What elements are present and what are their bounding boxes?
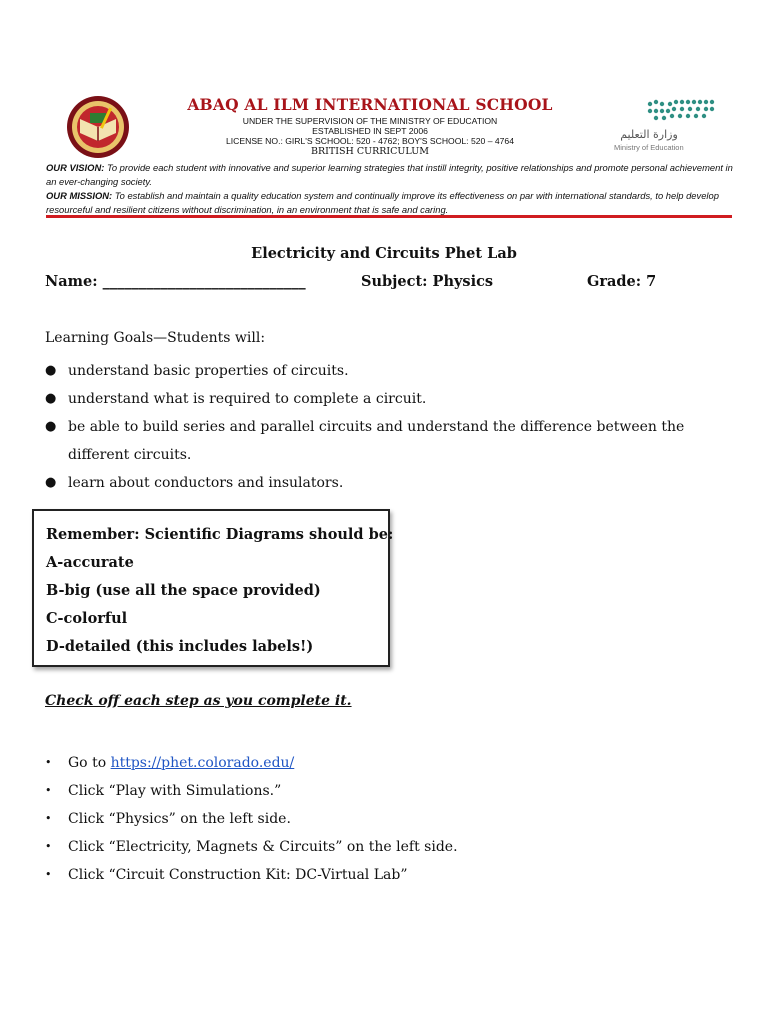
reminder-item: B-big (use all the space provided) (46, 582, 321, 599)
step-text: Click “Play with Simulations.” (68, 783, 282, 799)
goal-text: understand basic properties of circuits. (68, 363, 349, 379)
bullet-icon: ● (45, 419, 57, 434)
lab-title: Electricity and Circuits Phet Lab (251, 245, 517, 262)
bullet-icon: • (45, 840, 52, 853)
list-item (45, 385, 725, 413)
mission-text: To establish and maintain a quality education system and continually improve its effectiveness on par with international standards, to help develop resourceful and resilient citizens without discrimination, in an environment that is safe and caring. (46, 190, 719, 215)
grade-label: Grade: 7 (587, 273, 657, 290)
established-line: ESTABLISHED IN SEPT 2006 (312, 126, 428, 136)
diagram-reminder-box (32, 509, 394, 667)
name-field[interactable]: Name: ____________________________ (45, 273, 306, 290)
goal-text: learn about conductors and insulators. (68, 475, 344, 491)
bullet-icon: ● (45, 475, 57, 490)
steps-list (45, 749, 725, 889)
vision-label: OUR VISION: (46, 162, 105, 173)
reminder-item: A-accurate (46, 554, 134, 571)
reminder-item: C-colorful (46, 610, 128, 627)
ministry-english-name: Ministry of Education (614, 143, 684, 152)
list-item (45, 833, 725, 861)
steps-heading: Check off each step as you complete it. (45, 693, 352, 709)
bullet-icon: ● (45, 363, 57, 378)
bullet-icon: • (45, 812, 52, 825)
ministry-arabic-name: وزارة التعليم (620, 128, 678, 141)
bullet-icon: • (45, 756, 52, 769)
school-name: ABAQ AL ILM INTERNATIONAL SCHOOL (187, 95, 553, 114)
list-item (45, 749, 725, 777)
school-crest-logo (66, 95, 130, 159)
learning-goals-list (45, 357, 725, 497)
list-item (45, 413, 725, 469)
vision-text: To provide each student with innovative and superior learning strategies that instill integrity, positive relationships and promote personal achievement in an ever-changing society. (46, 162, 733, 187)
subject-label: Subject: Physics (361, 273, 494, 290)
list-item (45, 469, 725, 497)
license-line: LICENSE NO.: GIRL'S SCHOOL: 520 - 4762; BOY'S SCHOOL: 520 – 4764 (226, 136, 514, 146)
go-to-prefix: Go to (68, 755, 111, 771)
list-item (45, 777, 725, 805)
phet-link[interactable]: https://phet.colorado.edu/ (110, 755, 295, 771)
bullet-icon: • (45, 784, 52, 797)
step-text: Click “Electricity, Magnets & Circuits” on the left side. (68, 839, 458, 855)
supervision-line: UNDER THE SUPERVISION OF THE MINISTRY OF EDUCATION (242, 116, 498, 126)
list-item (45, 861, 725, 889)
goal-text: be able to build series and parallel circuits and understand the difference between the different circuits. (68, 419, 685, 463)
learning-goals-intro: Learning Goals—Students will: (45, 330, 266, 346)
header-divider (46, 215, 732, 218)
reminder-heading: Remember: Scientific Diagrams should be: (46, 526, 394, 543)
reminder-item: D-detailed (this includes labels!) (46, 638, 314, 655)
mission-label: OUR MISSION: (46, 190, 113, 201)
step-text: Click “Circuit Construction Kit: DC-Virtual Lab” (68, 867, 408, 883)
curriculum-line: BRITISH CURRICULUM (311, 146, 429, 157)
goal-text: understand what is required to complete a circuit. (68, 391, 427, 407)
bullet-icon: ● (45, 391, 57, 406)
mission-statement (46, 189, 736, 217)
step-text: Click “Physics” on the left side. (68, 811, 291, 827)
bullet-icon: • (45, 868, 52, 881)
list-item (45, 357, 725, 385)
list-item (45, 805, 725, 833)
vision-statement (46, 161, 736, 189)
